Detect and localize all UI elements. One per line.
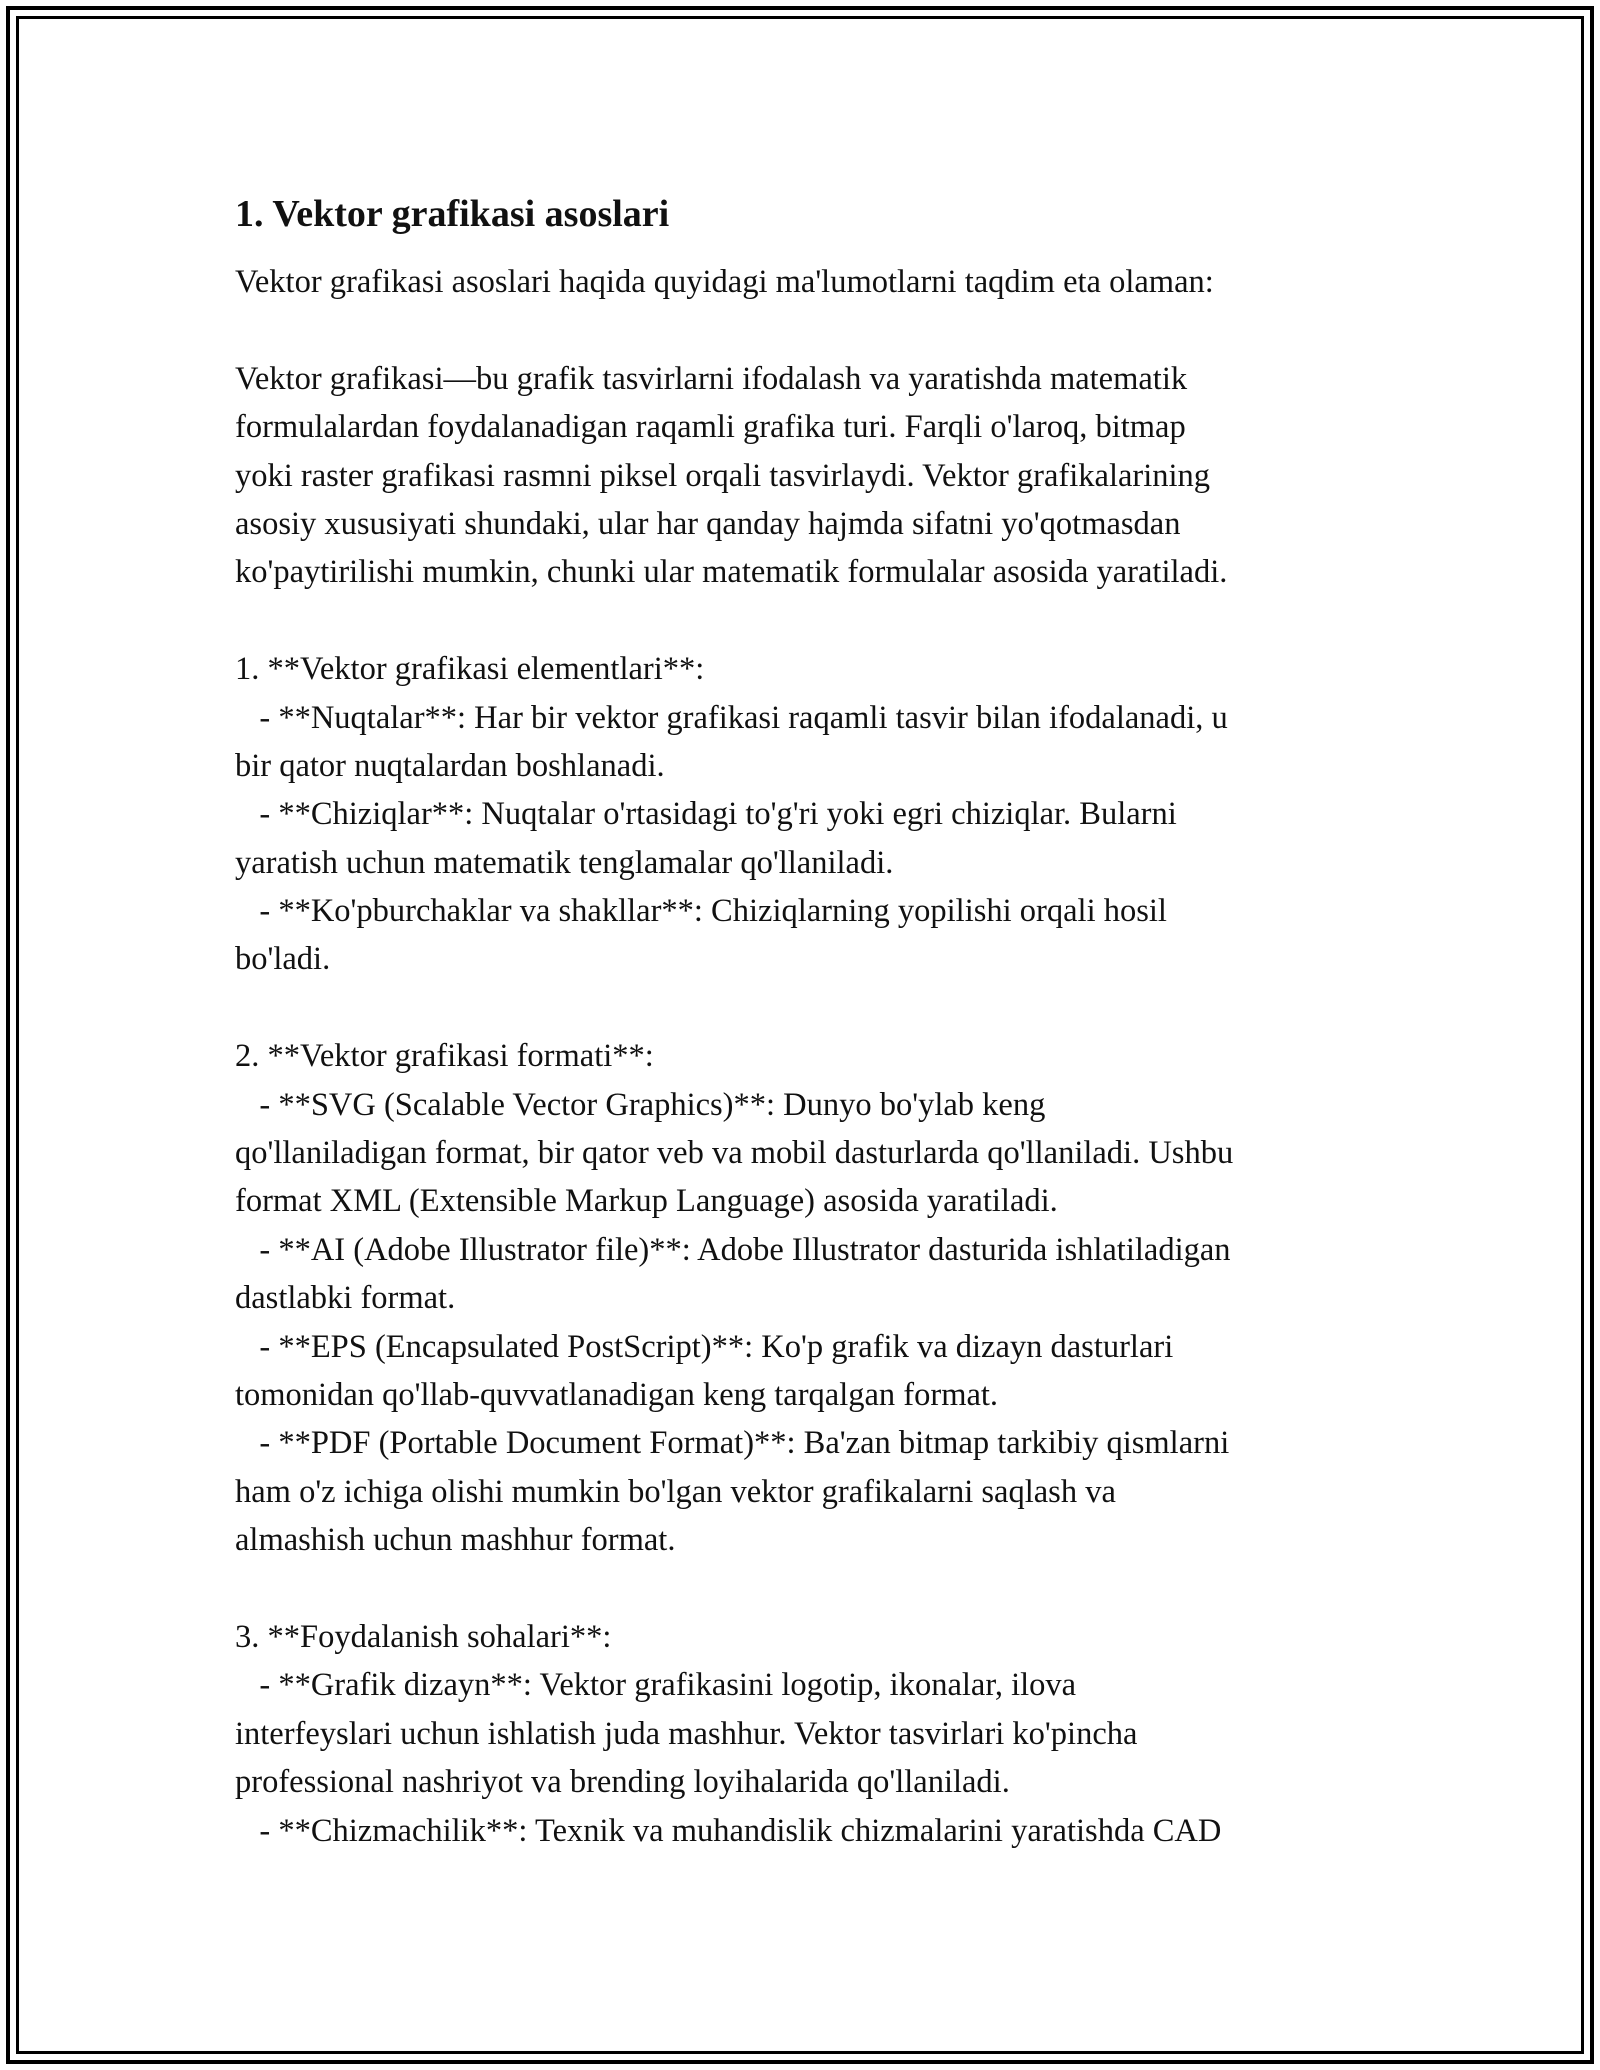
text-line: bir qator nuqtalardan boshlanadi.	[235, 747, 665, 784]
text-line: dastlabki format.	[235, 1280, 456, 1317]
text-line: almashish uchun mashhur format.	[235, 1522, 676, 1559]
list-heading: 3. **Foydalanish sohalari**:	[235, 1618, 612, 1655]
text-line: professional nashriyot va brending loyihalarida qo'llaniladi.	[235, 1764, 1010, 1801]
document-page	[235, 190, 1365, 1855]
text-line: formulalardan foydalanadigan raqamli grafika turi. Farqli o'laroq, bitmap	[235, 409, 1186, 446]
document-title: 1. Vektor grafikasi asoslari	[235, 193, 670, 235]
list-item: - **Chizmachilik**: Texnik va muhandislik chizmalarini yaratishda CAD	[235, 1812, 1222, 1849]
text-line: interfeyslari uchun ishlatish juda mashhur. Vektor tasvirlari ko'pincha	[235, 1715, 1138, 1752]
text-line: yoki raster grafikasi rasmni piksel orqali tasvirlaydi. Vektor grafikalarining	[235, 457, 1211, 494]
text-line: ko'paytirilishi mumkin, chunki ular matematik formulalar asosida yaratiladi.	[235, 554, 1228, 591]
text-line: ham o'z ichiga olishi mumkin bo'lgan vektor grafikalarni saqlash va	[235, 1473, 1116, 1510]
list-item: - **EPS (Encapsulated PostScript)**: Ko'p grafik va dizayn dasturlari	[235, 1328, 1174, 1365]
list-item: - **Ko'pburchaklar va shakllar**: Chiziqlarning yopilishi orqali hosil	[235, 893, 1167, 930]
text-line: Vektor grafikasi—bu grafik tasvirlarni ifodalash va yaratishda matematik	[235, 360, 1188, 397]
text-line: format XML (Extensible Markup Language) asosida yaratiladi.	[235, 1183, 1058, 1220]
list-item: - **Chiziqlar**: Nuqtalar o'rtasidagi to'g'ri yoki egri chiziqlar. Bularni	[235, 796, 1177, 833]
text-line: qo'llaniladigan format, bir qator veb va mobil dasturlarda qo'llaniladi. Ushbu	[235, 1135, 1234, 1172]
list-item: - **Grafik dizayn**: Vektor grafikasini logotip, ikonalar, ilova	[235, 1667, 1077, 1704]
text-line: tomonidan qo'llab-quvvatlanadigan keng tarqalgan format.	[235, 1376, 999, 1413]
text-line: Vektor grafikasi asoslari haqida quyidagi ma'lumotlarni taqdim eta olaman:	[235, 264, 1214, 300]
text-line: asosiy xususiyati shundaki, ular har qanday hajmda sifatni yo'qotmasdan	[235, 505, 1181, 542]
blank-line	[235, 1565, 1365, 1613]
document-body	[235, 258, 1365, 1855]
list-item: - **Nuqtalar**: Har bir vektor grafikasi raqamli tasvir bilan ifodalanadi, u	[235, 699, 1228, 736]
list-item: - **AI (Adobe Illustrator file)**: Adobe Illustrator dasturida ishlatiladigan	[235, 1231, 1231, 1268]
list-item: - **PDF (Portable Document Format)**: Ba'zan bitmap tarkibiy qismlarni	[235, 1425, 1230, 1462]
text-line: yaratish uchun matematik tenglamalar qo'llaniladi.	[235, 844, 894, 881]
blank-line	[235, 306, 1365, 354]
list-heading: 2. **Vektor grafikasi formati**:	[235, 1038, 654, 1075]
blank-line	[235, 984, 1365, 1032]
text-line: bo'ladi.	[235, 941, 331, 978]
blank-line	[235, 597, 1365, 645]
list-item: - **SVG (Scalable Vector Graphics)**: Dunyo bo'ylab keng	[235, 1086, 1046, 1123]
list-heading: 1. **Vektor grafikasi elementlari**:	[235, 651, 705, 688]
